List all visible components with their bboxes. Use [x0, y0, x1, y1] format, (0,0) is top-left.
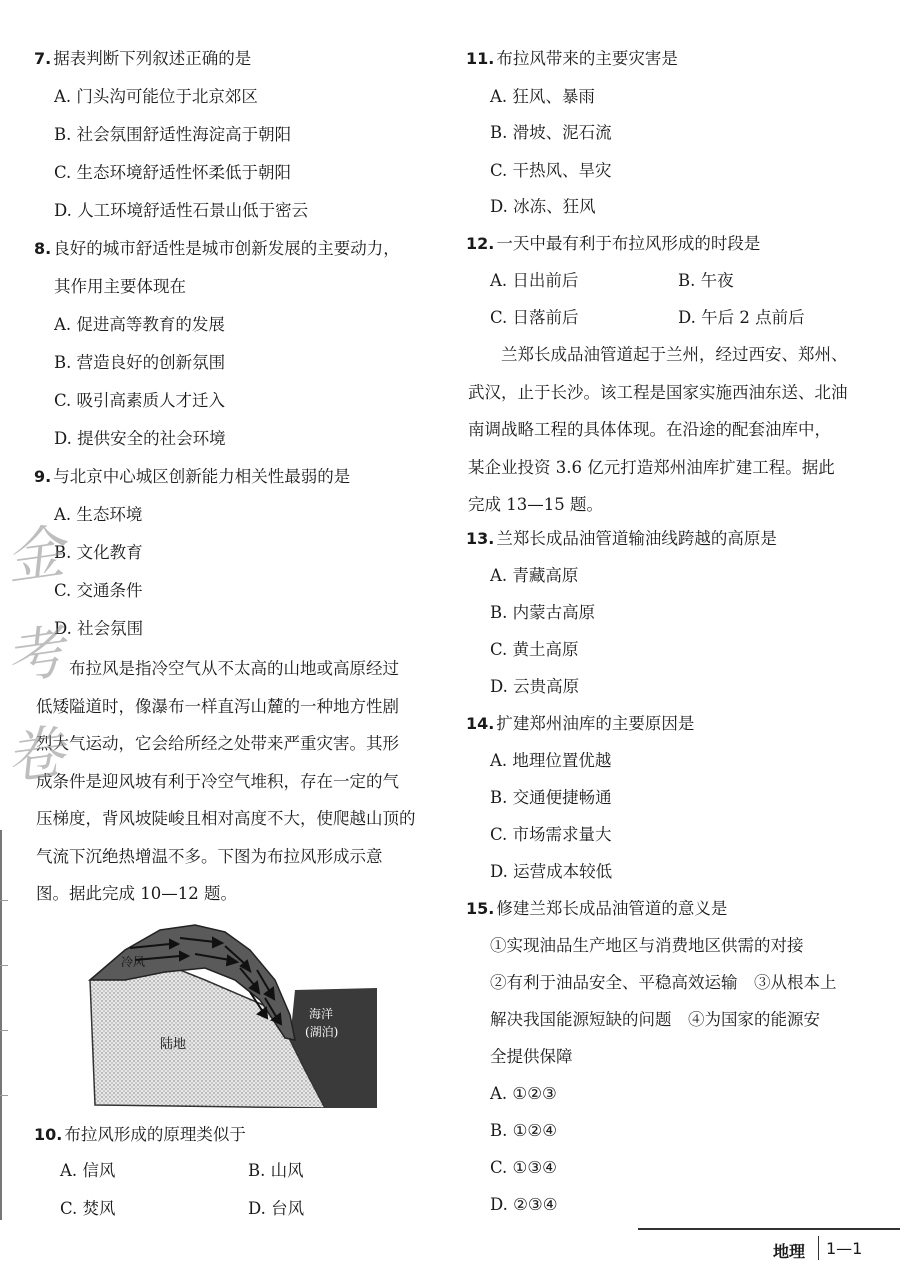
question-9-stem: 9. 与北京中心城区创新能力相关性最弱的是 [34, 467, 351, 486]
q15-statement-4: 全提供保障 [490, 1047, 573, 1066]
q14-option-c[interactable]: C. 市场需求量大 [490, 825, 612, 844]
q7-option-a[interactable]: A. 门头沟可能位于北京郊区 [54, 87, 258, 106]
q8-option-b[interactable]: B. 营造良好的创新氛围 [54, 353, 226, 372]
q9-option-c[interactable]: C. 交通条件 [54, 581, 143, 600]
q15-statement-1: ①实现油品生产地区与消费地区供需的对接 [490, 936, 804, 955]
q15-option-b[interactable]: B. ①②④ [490, 1121, 557, 1140]
question-12-stem: 12. 一天中最有利于布拉风形成的时段是 [466, 234, 761, 253]
question-8-stem: 8. 良好的城市舒适性是城市创新发展的主要动力， [34, 239, 400, 258]
pipeline-passage: 兰郑长成品油管道起于兰州，经过西安、郑州、 武汉，止于长沙。该工程是国家实施西油东送、北油 南调战略工程的具体体现。在沿途的配套油库中， 某企业投资 3.6 亿元打造郑州油库扩建工程。据此 完成 13—15 题。 [468, 345, 848, 514]
q11-option-a[interactable]: A. 狂风、暴雨 [490, 87, 595, 106]
q15-option-c[interactable]: C. ①③④ [490, 1158, 557, 1177]
page-number: 1—1 [826, 1239, 863, 1258]
q8-option-d[interactable]: D. 提供安全的社会环境 [54, 429, 226, 448]
question-15-stem: 15. 修建兰郑长成品油管道的意义是 [466, 899, 728, 918]
binding-tick [0, 900, 8, 901]
q13-option-d[interactable]: D. 云贵高原 [490, 677, 580, 696]
q7-option-c[interactable]: C. 生态环境舒适性怀柔低于朝阳 [54, 163, 292, 182]
q15-option-d[interactable]: D. ②③④ [490, 1195, 558, 1214]
binding-tick [0, 1095, 8, 1096]
q10-option-a[interactable]: A. 信风 [60, 1161, 116, 1180]
bora-passage: 布拉风是指冷空气从不太高的山地或高原经过 低矮隘道时，像瀑布一样直泻山麓的一种地方性剧 烈大气运动，它会给所经之处带来严重灾害。其形 成条件是迎风坡有利于冷空气堆积，存在一定的气 压梯度，背风坡陡峻且相对高度不大，使爬越山顶的 气流下沉绝热增温不多。下图为布拉风形成示意 图。据此完成 10—12 题。 [36, 659, 416, 903]
q9-option-d[interactable]: D. 社会氛围 [54, 619, 144, 638]
footer-separator [818, 1236, 819, 1260]
q14-option-d[interactable]: D. 运营成本较低 [490, 862, 613, 881]
question-7-stem: 7. 据表判断下列叙述正确的是 [34, 49, 252, 68]
sea-label: 海洋 [309, 1007, 334, 1021]
q10-option-c[interactable]: C. 焚风 [60, 1199, 116, 1218]
q9-option-a[interactable]: A. 生态环境 [54, 505, 143, 524]
q13-option-b[interactable]: B. 内蒙古高原 [490, 603, 596, 622]
binding-edge-rule [0, 830, 2, 1220]
bora-wind-diagram [85, 920, 377, 1108]
q8-option-c[interactable]: C. 吸引高素质人才迁入 [54, 391, 226, 410]
binding-tick [0, 965, 8, 966]
q13-option-a[interactable]: A. 青藏高原 [490, 566, 579, 585]
question-8-stem-cont: 其作用主要体现在 [54, 277, 186, 296]
q10-option-b[interactable]: B. 山风 [248, 1161, 304, 1180]
q13-option-c[interactable]: C. 黄土高原 [490, 640, 579, 659]
q15-option-a[interactable]: A. ①②③ [490, 1084, 557, 1103]
q7-option-d[interactable]: D. 人工环境舒适性石景山低于密云 [54, 201, 309, 220]
q14-option-a[interactable]: A. 地理位置优越 [490, 751, 612, 770]
question-13-stem: 13. 兰郑长成品油管道输油线跨越的高原是 [466, 529, 777, 548]
q11-option-b[interactable]: B. 滑坡、泥石流 [490, 123, 612, 142]
q8-option-a[interactable]: A. 促进高等教育的发展 [54, 315, 225, 334]
land-label: 陆地 [160, 1037, 187, 1052]
q7-option-b[interactable]: B. 社会氛围舒适性海淀高于朝阳 [54, 125, 292, 144]
q14-option-b[interactable]: B. 交通便捷畅通 [490, 788, 612, 807]
q15-statement-2: ②有利于油品安全、平稳高效运输 ③从根本上 [490, 973, 837, 992]
q12-option-a[interactable]: A. 日出前后 [490, 271, 579, 290]
footer-subject: 地理 [773, 1242, 806, 1261]
q12-option-c[interactable]: C. 日落前后 [490, 308, 579, 327]
q11-option-c[interactable]: C. 干热风、旱灾 [490, 161, 612, 180]
q15-statement-3: 解决我国能源短缺的问题 ④为国家的能源安 [490, 1010, 820, 1029]
q11-option-d[interactable]: D. 冰冻、狂风 [490, 197, 596, 216]
question-11-stem: 11. 布拉风带来的主要灾害是 [466, 49, 678, 68]
footer-rule [638, 1228, 900, 1230]
question-10-stem: 10. 布拉风形成的原理类似于 [34, 1125, 246, 1144]
binding-tick [0, 1030, 8, 1031]
q12-option-b[interactable]: B. 午夜 [678, 271, 734, 290]
q12-option-d[interactable]: D. 午后 2 点前后 [678, 308, 805, 327]
cold-wind-label: 冷风 [121, 955, 146, 969]
lake-label: (湖泊) [305, 1025, 339, 1039]
q9-option-b[interactable]: B. 文化教育 [54, 543, 143, 562]
watermark-stamp: 金 考 卷 [1, 517, 69, 793]
question-14-stem: 14. 扩建郑州油库的主要原因是 [466, 714, 695, 733]
q10-option-d[interactable]: D. 台风 [248, 1199, 305, 1218]
